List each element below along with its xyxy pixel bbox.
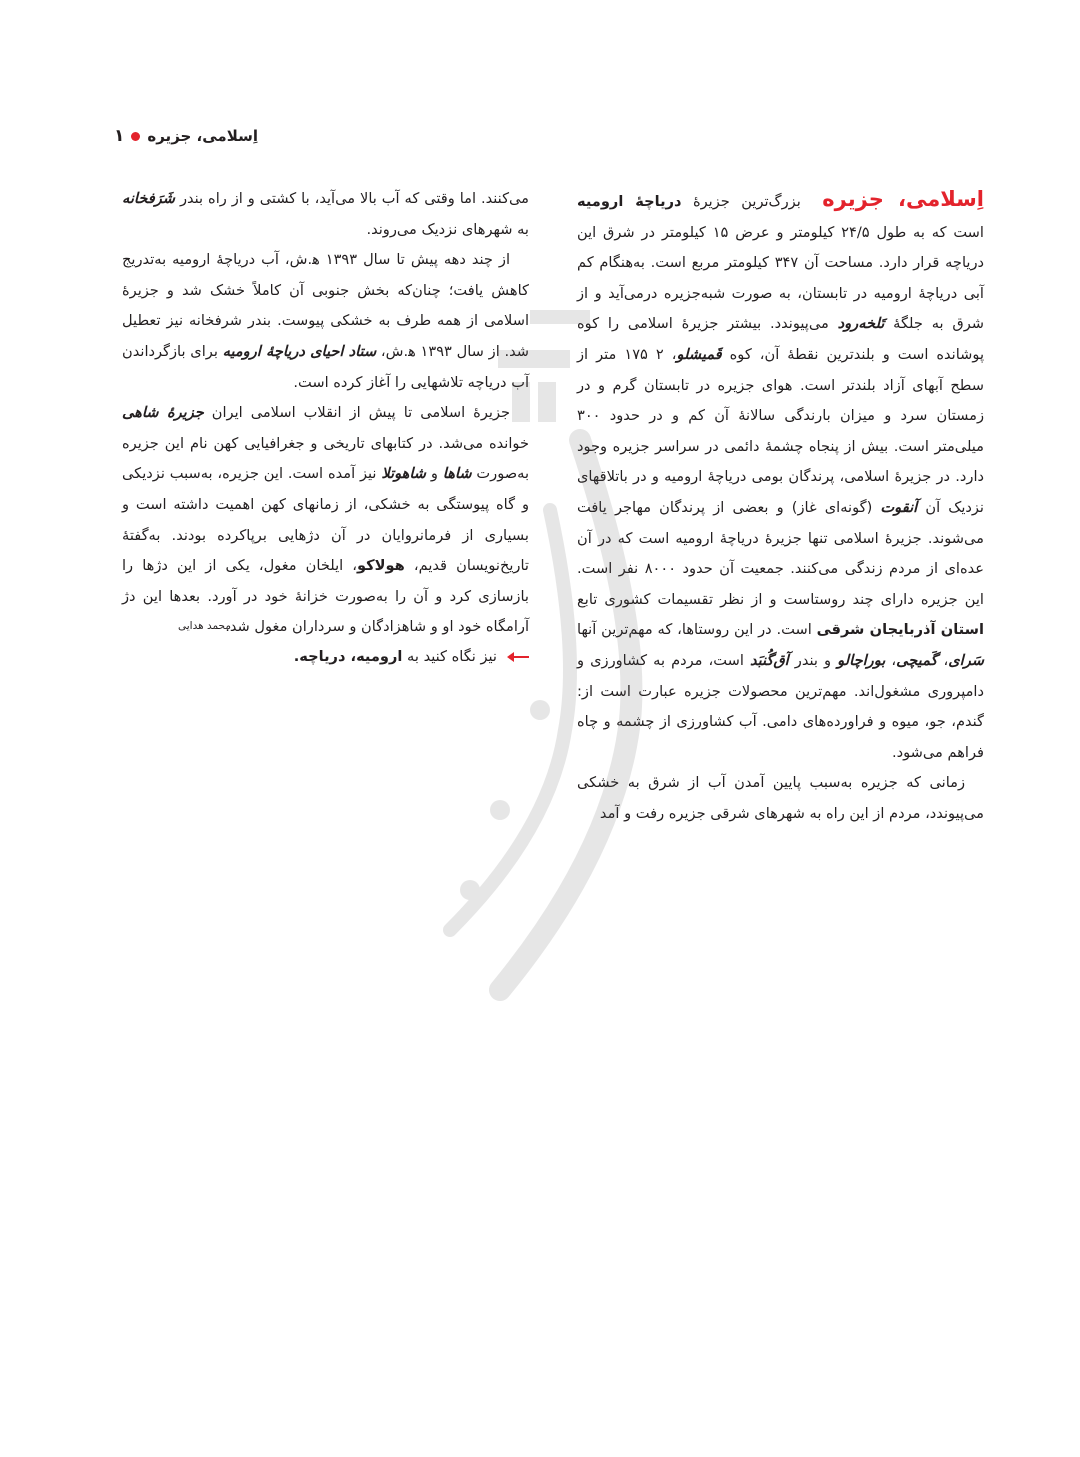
entry-paragraph-2-continued — [122, 184, 529, 245]
running-head-title: اِسلامی، جزیره — [147, 127, 258, 145]
text-run: به شهرهای نزدیک می‌روند. — [366, 220, 529, 238]
bold-term: هولاکو — [357, 557, 405, 575]
text-run: ، — [885, 651, 897, 669]
article-column-right — [577, 184, 984, 829]
text-run: بزرگ‌ترین جزیرهٔ — [681, 193, 813, 210]
bold-term: استان آذربایجان شرقی — [816, 621, 984, 639]
left-arrow-icon — [507, 651, 529, 663]
entry-headword: اِسلامی، جزیره — [822, 187, 985, 211]
bold-italic-term: قَمیشلو — [676, 345, 722, 363]
entry-paragraph-1 — [577, 184, 984, 768]
text-run: می‌کنند. اما وقتی که آب بالا می‌آید، با کشتی و از راه بندر — [175, 190, 529, 207]
see-also-reference[interactable] — [122, 645, 529, 669]
text-run: و بندر — [788, 651, 838, 669]
text-run: جزیرهٔ اسلامی تا پیش از انقلاب اسلامی ایران — [203, 404, 511, 422]
text-run: ، ایلخان مغول، یکی از این دژها را بازسازی کرد و آن را به‌صورت خزانهٔ خود در آورد. بعدها این دژ آرامگاه خود او و شاهزادگان و سرداران مغول شد. — [122, 557, 529, 636]
text-run: است. در این روستاها، که مهم‌ترین آنها — [577, 621, 817, 639]
text-run: خوانده می‌شد. در کتابهای تاریخی و جغرافیایی کهن نام این جزیره به‌صورت — [122, 434, 530, 483]
article-column-left — [122, 184, 529, 669]
running-header — [108, 124, 258, 148]
text-run: و — [426, 465, 443, 483]
bold-italic-term: جزیرهٔ شاهی — [122, 404, 204, 422]
bold-italic-term: ستاد احیای دریاچهٔ ارومیه — [222, 342, 377, 360]
bold-italic-term: شاها — [442, 465, 472, 483]
bold-italic-term: آنقوت — [880, 498, 918, 516]
see-also-label: نیز نگاه کنید به — [402, 647, 497, 665]
entry-paragraph-2 — [577, 768, 984, 829]
text-run: زمانی که جزیره به‌سبب پایین آمدن آب از شرق به خشکی می‌پیوندد، مردم از این راه به شهرهای شرقی جزیره رفت و آمد — [577, 774, 984, 822]
text-run: است که به طول ۲۴/۵ کیلومتر و عرض ۱۵ کیلومتر در شرق این دریاچه قرار دارد. مساحت آن ۳۴۷ کیلومتر مربع است. به‌هنگام کم آبی دریاچهٔ ارومیه در تابستان، به صورت شبه‌جزیره درمی‌آید و از شرق به جلگهٔ — [577, 223, 984, 333]
text-run: ، ۲ ۱۷۵ متر از سطح آبهای آزاد بلندتر است. هوای جزیره در تابستان گرم و در زمستان سرد و میزان بارندگی سالانهٔ آن کم و در حدود ۳۰۰ میلی‌متر است. بیش از پنجاه چشمهٔ دائمی در سراسر جزیره وجود دارد. در جزیرهٔ اسلامی، پرندگان بومی دریاچهٔ ارومیه و در باتلاقهای نزدیک آن — [577, 345, 984, 516]
entry-paragraph-3 — [122, 245, 529, 398]
bold-italic-term: سَرای — [948, 651, 985, 669]
see-also-link[interactable]: ارومیه، دریاچه. — [293, 647, 403, 665]
bold-italic-term: شاهوتلا — [381, 465, 427, 483]
text-run: است، مردم به کشاورزی و دامپروری مشغول‌اند. مهم‌ترین محصولات جزیره عبارت است از: گندم، جو، میوه و فراورده‌های دامی. آب کشاورزی از چشمه و چاه فراهم می‌شود. — [577, 651, 984, 761]
bold-italic-term: تَلخه‌رود — [837, 315, 885, 333]
text-run: ، — [937, 651, 949, 669]
text-run: برای بازگرداندن آب دریاچه تلاشهایی را آغاز کرده است. — [122, 342, 529, 391]
author-name: محمد هدایی — [178, 619, 231, 632]
text-run: نیز آمده است. این جزیره، به‌سبب نزدیکی و گاه پیوستگی به خشکی، از زمانهای کهن اهمیت داشته است و بسیاری از فرمانروایان در آن دژهایی برپاکرده بودند. به‌گفتهٔ تاریخ‌نویسان قدیم، — [122, 465, 529, 575]
entry-paragraph-4 — [122, 398, 529, 643]
text-run: (گونه‌ای غاز) و بعضی از پرندگان مهاجر یافت می‌شوند. جزیرهٔ اسلامی تنها جزیرهٔ دریاچهٔ ارومیه است که در آن عده‌ای از مردم زندگی می‌کنند. جمعیت آن حدود ۸۰۰۰ نفر است. این جزیره دارای چند روستاست و از نظر تقسیمات کشوری تابع — [577, 498, 984, 608]
page-number: ۱ — [113, 126, 125, 146]
bold-italic-term: بوراچالو — [837, 651, 886, 669]
text-run: از چند دهه پیش تا سال ۱۳۹۳ ه‍.ش، آب دریاچهٔ ارومیه به‌تدریج کاهش یافت؛ چنان‌که بخش جنوبی آن کاملاً خشک شد و جزیرهٔ اسلامی از همه طرف به خشکی پیوست. بندر شرفخانه نیز تعطیل شد. از سال ۱۳۹۳ ه‍.ش، — [122, 251, 530, 360]
bullet-dot-icon — [131, 132, 140, 141]
bold-italic-term: آق‌گُنبَد — [749, 651, 789, 669]
bold-italic-term: شَرَفخانه — [122, 190, 176, 207]
text-run: می‌پیوندد. بیشتر جزیرهٔ اسلامی را کوه پوشانده است و بلندترین نقطهٔ آن، کوه — [577, 315, 985, 363]
bold-italic-term: گَمیچی — [896, 651, 938, 669]
bold-term: دریاچهٔ ارومیه — [577, 193, 682, 210]
